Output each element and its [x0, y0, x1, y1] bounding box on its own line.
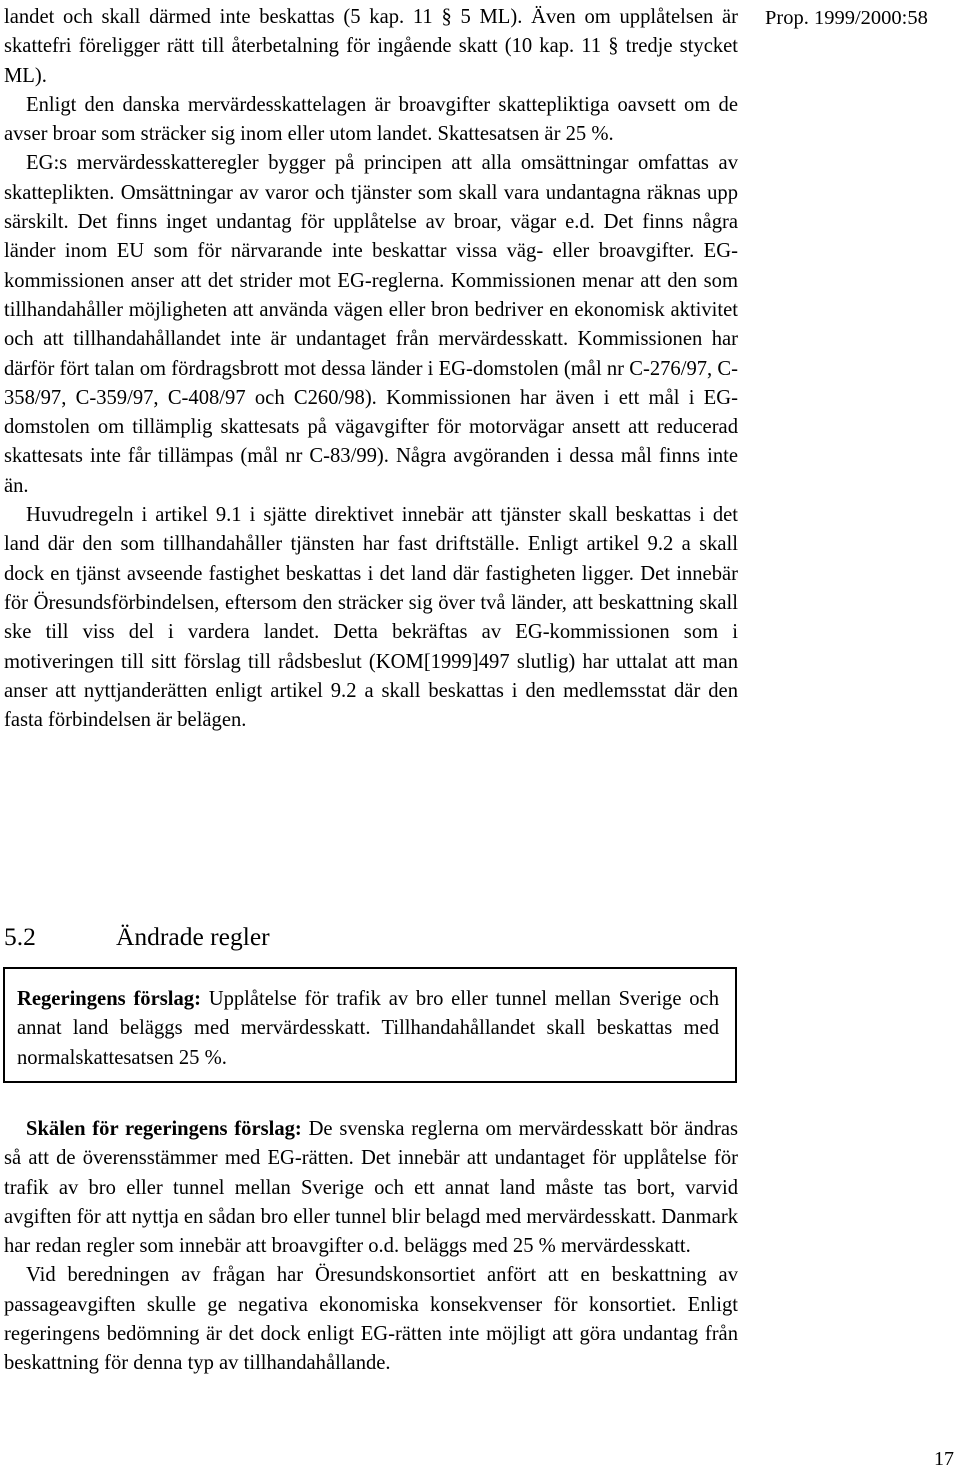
paragraph-reasons — [4, 1115, 738, 1261]
proposal-box — [3, 967, 737, 1083]
proposal-body: Upplåtelse för trafik av bro eller tunnel mellan Sverige och annat land beläggs med mervärdesskatt. Tillhandahållandet skall beskattas med normalskattesatsen 25 %. — [17, 988, 719, 1069]
paragraph-tax-exemption: landet och skall därmed inte beskattas (5 kap. 11 § 5 ML). Även om upplåtelsen är skattefri föreligger rätt till återbetalning för ingående skatt (10 kap. 11 § tredje stycket ML). — [4, 6, 738, 87]
reasons-lead: Skälen för regeringens förslag: — [26, 1118, 302, 1140]
proposal-text — [17, 985, 719, 1073]
paragraph-main-rule: Huvudregeln i artikel 9.1 i sjätte direktivet innebär att tjänster skall beskattas i det land där den som tillhandahåller tjänsten har fast driftställe. Enligt artikel 9.2 a skall dock en tjänst avseende fastighet beskattas i det land där fastigheten ligger. Det innebär för Öresundsförbindelsen, eftersom den sträcker sig över två länder, att beskattning skall ske till viss del i vardera landet. Detta bekräftas av EG-kommissionen som i motiveringen till sitt förslag till rådsbeslut (KOM[1999]497 slutlig) har uttalat att man anser att nyttjanderätten enligt artikel 9.2 a skall beskattas i den medlemsstat där den fasta förbindelsen är belägen. — [4, 504, 738, 732]
body-text-reasons — [4, 1115, 738, 1379]
reasons-body: De svenska reglerna om mervärdesskatt bör ändras så att de överensstämmer med EG-rätten. Det innebär att undantaget för upplåtelse för trafik av bro eller tunnel mellan Sverige och ett annat land måste tas bort, varvid avgiften för att nyttja en sådan bro eller tunnel blir belagd med mervärdesskatt. Danmark har redan regler som innebär att broavgifter o.d. beläggs med 25 % mervärdesskatt. — [4, 1118, 738, 1258]
page-number: 17 — [934, 1448, 954, 1470]
section-heading — [4, 917, 270, 957]
body-text-top — [4, 3, 738, 735]
proposal-lead: Regeringens förslag: — [17, 988, 201, 1010]
paragraph-danish-law: Enligt den danska mervärdesskattelagen är broavgifter skattepliktiga oavsett om de avser broar som sträcker sig inom eller utom landet. Skattesatsen är 25 %. — [4, 93, 738, 146]
section-title: Ändrade regler — [116, 922, 270, 951]
proposition-reference: Prop. 1999/2000:58 — [765, 7, 928, 29]
paragraph-eu-rules: EG:s mervärdesskatteregler bygger på principen att alla omsättningar omfattas av skatteplikten. Omsättningar av varor och tjänster som skall vara undantagna räknas upp särskilt. Det finns inget undantag för upplåtelse av broar, vägar e.d. Det finns några länder inom EU som för närvarande inte beskattar vissa väg- eller broavgifter. EG-kommissionen anser att det strider mot EG-reglerna. Kommissionen menar att den som tillhandahåller möjligheten att använda vägen eller bron bedriver en ekonomisk aktivitet och att tillhandahållandet inte är undantaget från mervärdesskatt. Kommissionen har därför fört talan om fördragsbrott mot dessa länder i EG-domstolen (mål nr C-276/97, C-358/97, C-359/97, C-408/97 och C260/98). Kommissionen har även i ett mål i EG-domstolen om tillämplig skattesats på vägavgifter för motorvägar ansett att reducerad skattesats inte får tillämpas (mål nr C-83/99). Några avgöranden i dessa mål finns inte än. — [4, 152, 738, 497]
section-number: 5.2 — [4, 922, 36, 951]
paragraph-consortium: Vid beredningen av frågan har Öresundskonsortiet anfört att en beskattning av passageavgiften skulle ge negativa ekonomiska konsekvenser för konsortiet. Enligt regeringens bedömning är det dock enligt EG-rätten inte möjligt att göra undantag från beskattning för denna typ av tillhandahållande. — [4, 1264, 738, 1375]
